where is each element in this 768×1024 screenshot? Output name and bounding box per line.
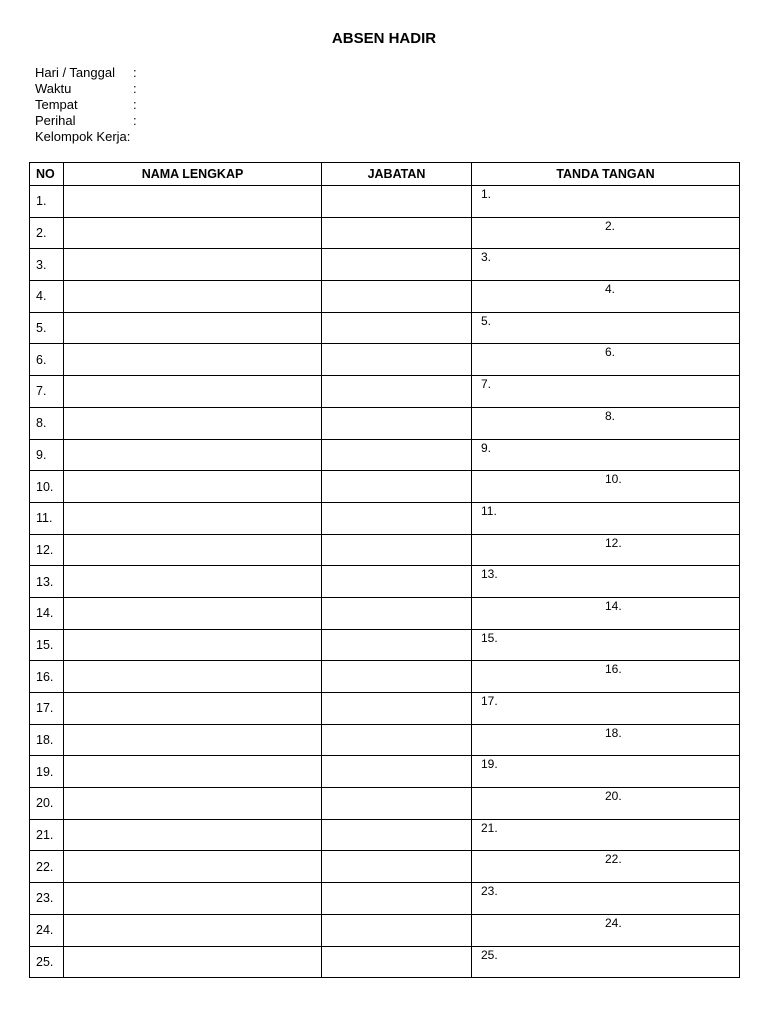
jabatan-cell[interactable] [322, 217, 472, 249]
info-label-tempat: Tempat [35, 97, 78, 112]
nama-lengkap-cell[interactable] [64, 788, 322, 820]
row-number: 9. [30, 439, 64, 471]
signature-number: 4. [605, 282, 616, 297]
tanda-tangan-cell[interactable] [472, 788, 740, 820]
nama-lengkap-cell[interactable] [64, 756, 322, 788]
tanda-tangan-cell[interactable] [472, 629, 740, 661]
header-jabatan: JABATAN [322, 163, 472, 186]
attendance-table [29, 162, 740, 978]
signature-number: 2. [605, 218, 616, 233]
jabatan-cell[interactable] [322, 946, 472, 978]
nama-lengkap-cell[interactable] [64, 376, 322, 408]
header-no: NO [30, 163, 64, 186]
jabatan-cell[interactable] [322, 661, 472, 693]
table-row [30, 534, 740, 566]
tanda-tangan-cell[interactable] [472, 534, 740, 566]
tanda-tangan-cell[interactable] [472, 597, 740, 629]
jabatan-cell[interactable] [322, 724, 472, 756]
table-row [30, 281, 740, 313]
signature-number: 24. [605, 915, 622, 930]
info-label-hari-tanggal: Hari / Tanggal [35, 65, 115, 80]
row-number: 10. [30, 471, 64, 503]
tanda-tangan-cell[interactable] [472, 186, 740, 218]
tanda-tangan-cell[interactable] [472, 471, 740, 503]
row-number: 15. [30, 629, 64, 661]
nama-lengkap-cell[interactable] [64, 471, 322, 503]
row-number: 25. [30, 946, 64, 978]
nama-lengkap-cell[interactable] [64, 914, 322, 946]
signature-number: 13. [481, 567, 498, 582]
nama-lengkap-cell[interactable] [64, 344, 322, 376]
tanda-tangan-cell[interactable] [472, 756, 740, 788]
info-row-tempat [35, 97, 141, 113]
info-label-kelompok-kerja: Kelompok Kerja: [35, 129, 131, 144]
nama-lengkap-cell[interactable] [64, 281, 322, 313]
signature-number: 23. [481, 884, 498, 899]
signature-number: 11. [481, 503, 497, 518]
jabatan-cell[interactable] [322, 502, 472, 534]
row-number: 16. [30, 661, 64, 693]
info-colon: : [133, 81, 137, 96]
tanda-tangan-cell[interactable] [472, 693, 740, 725]
signature-number: 15. [481, 630, 498, 645]
jabatan-cell[interactable] [322, 249, 472, 281]
table-row [30, 661, 740, 693]
table-row [30, 597, 740, 629]
tanda-tangan-cell[interactable] [472, 661, 740, 693]
row-number: 13. [30, 566, 64, 598]
jabatan-cell[interactable] [322, 819, 472, 851]
signature-number: 1. [481, 187, 492, 201]
nama-lengkap-cell[interactable] [64, 883, 322, 915]
row-number: 19. [30, 756, 64, 788]
row-number: 3. [30, 249, 64, 281]
signature-number: 20. [605, 789, 622, 804]
signature-number: 9. [481, 440, 492, 455]
jabatan-cell[interactable] [322, 407, 472, 439]
jabatan-cell[interactable] [322, 471, 472, 503]
signature-number: 5. [481, 313, 492, 328]
table-row [30, 724, 740, 756]
nama-lengkap-cell[interactable] [64, 502, 322, 534]
table-row [30, 249, 740, 281]
table-row [30, 217, 740, 249]
signature-number: 25. [481, 947, 498, 962]
table-row [30, 693, 740, 725]
jabatan-cell[interactable] [322, 534, 472, 566]
row-number: 7. [30, 376, 64, 408]
tanda-tangan-cell[interactable] [472, 566, 740, 598]
signature-number: 16. [605, 662, 622, 677]
table-row [30, 344, 740, 376]
row-number: 22. [30, 851, 64, 883]
jabatan-cell[interactable] [322, 851, 472, 883]
table-row [30, 819, 740, 851]
tanda-tangan-cell[interactable] [472, 883, 740, 915]
table-header-row [30, 163, 740, 186]
table-row [30, 946, 740, 978]
jabatan-cell[interactable] [322, 629, 472, 661]
table-row [30, 788, 740, 820]
nama-lengkap-cell[interactable] [64, 407, 322, 439]
table-row [30, 851, 740, 883]
signature-number: 19. [481, 757, 498, 772]
jabatan-cell[interactable] [322, 597, 472, 629]
row-number: 1. [30, 186, 64, 218]
table-row [30, 883, 740, 915]
tanda-tangan-cell[interactable] [472, 851, 740, 883]
tanda-tangan-cell[interactable] [472, 724, 740, 756]
nama-lengkap-cell[interactable] [64, 851, 322, 883]
header-tanda-tangan: TANDA TANGAN [472, 163, 740, 186]
table-row [30, 502, 740, 534]
table-row [30, 439, 740, 471]
jabatan-cell[interactable] [322, 376, 472, 408]
tanda-tangan-cell[interactable] [472, 819, 740, 851]
jabatan-cell[interactable] [322, 693, 472, 725]
nama-lengkap-cell[interactable] [64, 217, 322, 249]
jabatan-cell[interactable] [322, 914, 472, 946]
nama-lengkap-cell[interactable] [64, 534, 322, 566]
row-number: 8. [30, 407, 64, 439]
table-row [30, 376, 740, 408]
tanda-tangan-cell[interactable] [472, 281, 740, 313]
table-row [30, 566, 740, 598]
jabatan-cell[interactable] [322, 281, 472, 313]
info-colon: : [133, 97, 137, 112]
info-colon: : [133, 113, 137, 128]
row-number: 20. [30, 788, 64, 820]
info-row-kelompok-kerja [35, 129, 141, 145]
jabatan-cell[interactable] [322, 756, 472, 788]
signature-number: 22. [605, 852, 622, 867]
jabatan-cell[interactable] [322, 883, 472, 915]
table-row [30, 914, 740, 946]
nama-lengkap-cell[interactable] [64, 629, 322, 661]
nama-lengkap-cell[interactable] [64, 439, 322, 471]
info-colon: : [133, 65, 137, 80]
row-number: 14. [30, 597, 64, 629]
tanda-tangan-cell[interactable] [472, 407, 740, 439]
signature-number: 17. [481, 694, 498, 708]
page-title: ABSEN HADIR [331, 30, 437, 47]
row-number: 24. [30, 914, 64, 946]
row-number: 12. [30, 534, 64, 566]
nama-lengkap-cell[interactable] [64, 566, 322, 598]
nama-lengkap-cell[interactable] [64, 661, 322, 693]
meeting-info [35, 65, 141, 145]
nama-lengkap-cell[interactable] [64, 312, 322, 344]
jabatan-cell[interactable] [322, 439, 472, 471]
tanda-tangan-cell[interactable] [472, 344, 740, 376]
tanda-tangan-cell[interactable] [472, 217, 740, 249]
table-row [30, 756, 740, 788]
signature-number: 7. [481, 377, 492, 392]
table-row [30, 407, 740, 439]
table-row [30, 312, 740, 344]
tanda-tangan-cell[interactable] [472, 249, 740, 281]
nama-lengkap-cell[interactable] [64, 819, 322, 851]
table-row [30, 471, 740, 503]
row-number: 11. [30, 502, 64, 534]
info-row-perihal [35, 113, 141, 129]
jabatan-cell[interactable] [322, 566, 472, 598]
signature-number: 10. [605, 472, 622, 487]
signature-number: 14. [605, 598, 622, 613]
signature-number: 8. [605, 408, 616, 423]
nama-lengkap-cell[interactable] [64, 693, 322, 725]
jabatan-cell[interactable] [322, 344, 472, 376]
nama-lengkap-cell[interactable] [64, 597, 322, 629]
nama-lengkap-cell[interactable] [64, 186, 322, 218]
tanda-tangan-cell[interactable] [472, 502, 740, 534]
tanda-tangan-cell[interactable] [472, 914, 740, 946]
tanda-tangan-cell[interactable] [472, 312, 740, 344]
info-label-perihal: Perihal [35, 113, 76, 128]
tanda-tangan-cell[interactable] [472, 376, 740, 408]
signature-number: 18. [605, 725, 622, 740]
row-number: 6. [30, 344, 64, 376]
jabatan-cell[interactable] [322, 186, 472, 218]
tanda-tangan-cell[interactable] [472, 946, 740, 978]
table-row [30, 629, 740, 661]
row-number: 17. [30, 693, 64, 725]
table-row [30, 186, 740, 218]
signature-number: 21. [481, 820, 498, 835]
info-row-hari-tanggal [35, 65, 141, 81]
row-number: 21. [30, 819, 64, 851]
signature-number: 12. [605, 535, 622, 550]
signature-number: 3. [481, 250, 492, 265]
tanda-tangan-cell[interactable] [472, 439, 740, 471]
table-body [30, 186, 740, 978]
jabatan-cell[interactable] [322, 312, 472, 344]
row-number: 4. [30, 281, 64, 313]
row-number: 5. [30, 312, 64, 344]
nama-lengkap-cell[interactable] [64, 249, 322, 281]
header-nama-lengkap: NAMA LENGKAP [64, 163, 322, 186]
info-label-waktu: Waktu [35, 81, 72, 96]
signature-number: 6. [605, 345, 616, 360]
row-number: 2. [30, 217, 64, 249]
nama-lengkap-cell[interactable] [64, 946, 322, 978]
jabatan-cell[interactable] [322, 788, 472, 820]
row-number: 18. [30, 724, 64, 756]
nama-lengkap-cell[interactable] [64, 724, 322, 756]
info-row-waktu [35, 81, 141, 97]
row-number: 23. [30, 883, 64, 915]
